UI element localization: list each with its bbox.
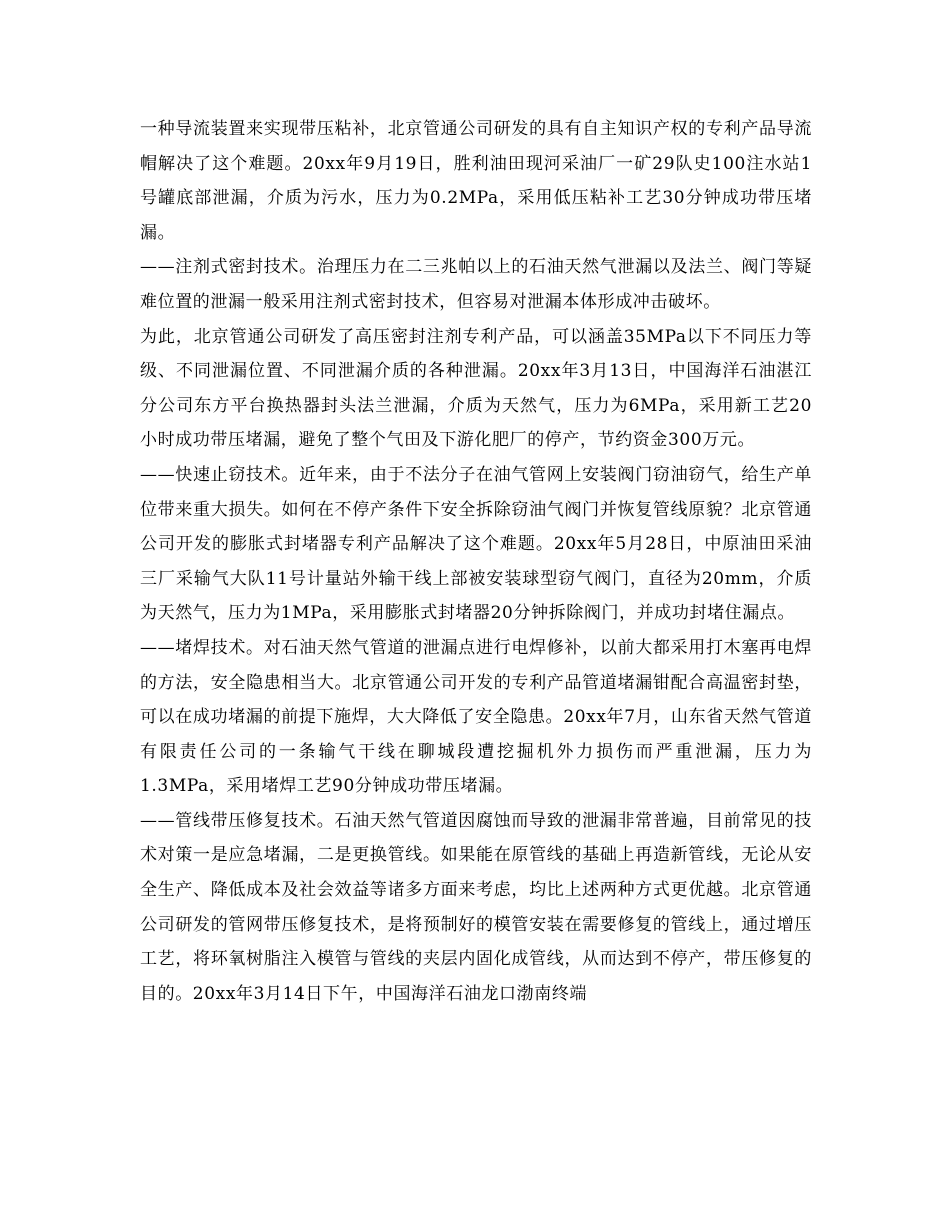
paragraph-pipeline-pressure-repair-technology: ——管线带压修复技术。石油天然气管道因腐蚀而导致的泄漏非常普遍，目前常见的技术对策一是应急堵漏，二是更换管线。如果能在原管线的基础上再造新管线，无论从安全生产、降低成本及社会效益等诸多方面来考虑，均比上述两种方式更优越。北京管通公司研发的管网带压修复技术，是将预制好的模管安装在需要修复的管线上，通过增压工艺，将环氧树脂注入模管与管线的夹层内固化成管线，从而达到不停产，带压修复的目的。20xx年3月14日下午，中国海洋石油龙口渤南终端 bbox=[140, 810, 812, 1004]
paragraph-anti-theft-technology: ——快速止窃技术。近年来，由于不法分子在油气管网上安装阀门窃油窃气，给生产单位带来重大损失。如何在不停产条件下安全拆除窃油气阀门并恢复管线原貌？北京管通公司开发的膨胀式封堵器专利产品解决了这个难题。20xx年5月28日，中原油田采油三厂采输气大队11号计量站外输干线上部被安装球型窃气阀门，直径为20mm，介质为天然气，压力为1MPa，采用膨胀式封堵器20分钟拆除阀门，并成功封堵住漏点。 bbox=[140, 464, 812, 624]
document-body bbox=[140, 112, 812, 1011]
paragraph-injection-sealing-technology: ——注剂式密封技术。治理压力在二三兆帕以上的石油天然气泄漏以及法兰、阀门等疑难位置的泄漏一般采用注剂式密封技术，但容易对泄漏本体形成冲击破坏。 bbox=[140, 257, 812, 312]
paragraph-high-pressure-sealant-product: 为此，北京管通公司研发了高压密封注剂专利产品，可以涵盖35MPa以下不同压力等级、不同泄漏位置、不同泄漏介质的各种泄漏。20xx年3月13日，中国海洋石油湛江分公司东方平台换热器封头法兰泄漏，介质为天然气，压力为6MPa，采用新工艺20小时成功带压堵漏，避免了整个气田及下游化肥厂的停产，节约资金300万元。 bbox=[140, 326, 812, 451]
paragraph-leak-sealing-diversion-cap: 一种导流装置来实现带压粘补，北京管通公司研发的具有自主知识产权的专利产品导流帽解决了这个难题。20xx年9月19日，胜利油田现河采油厂一矿29队史100注水站1号罐底部泄漏，介质为污水，压力为0.2MPa，采用低压粘补工艺30分钟成功带压堵漏。 bbox=[140, 119, 812, 243]
paragraph-plugging-welding-technology: ——堵焊技术。对石油天然气管道的泄漏点进行电焊修补，以前大都采用打木塞再电焊的方法，安全隐患相当大。北京管通公司开发的专利产品管道堵漏钳配合高温密封垫，可以在成功堵漏的前提下施焊，大大降低了安全隐患。20xx年7月，山东省天然气管道有限责任公司的一条输气干线在聊城段遭挖掘机外力损伤而严重泄漏，压力为1.3MPa，采用堵焊工艺90分钟成功带压堵漏。 bbox=[140, 637, 812, 797]
